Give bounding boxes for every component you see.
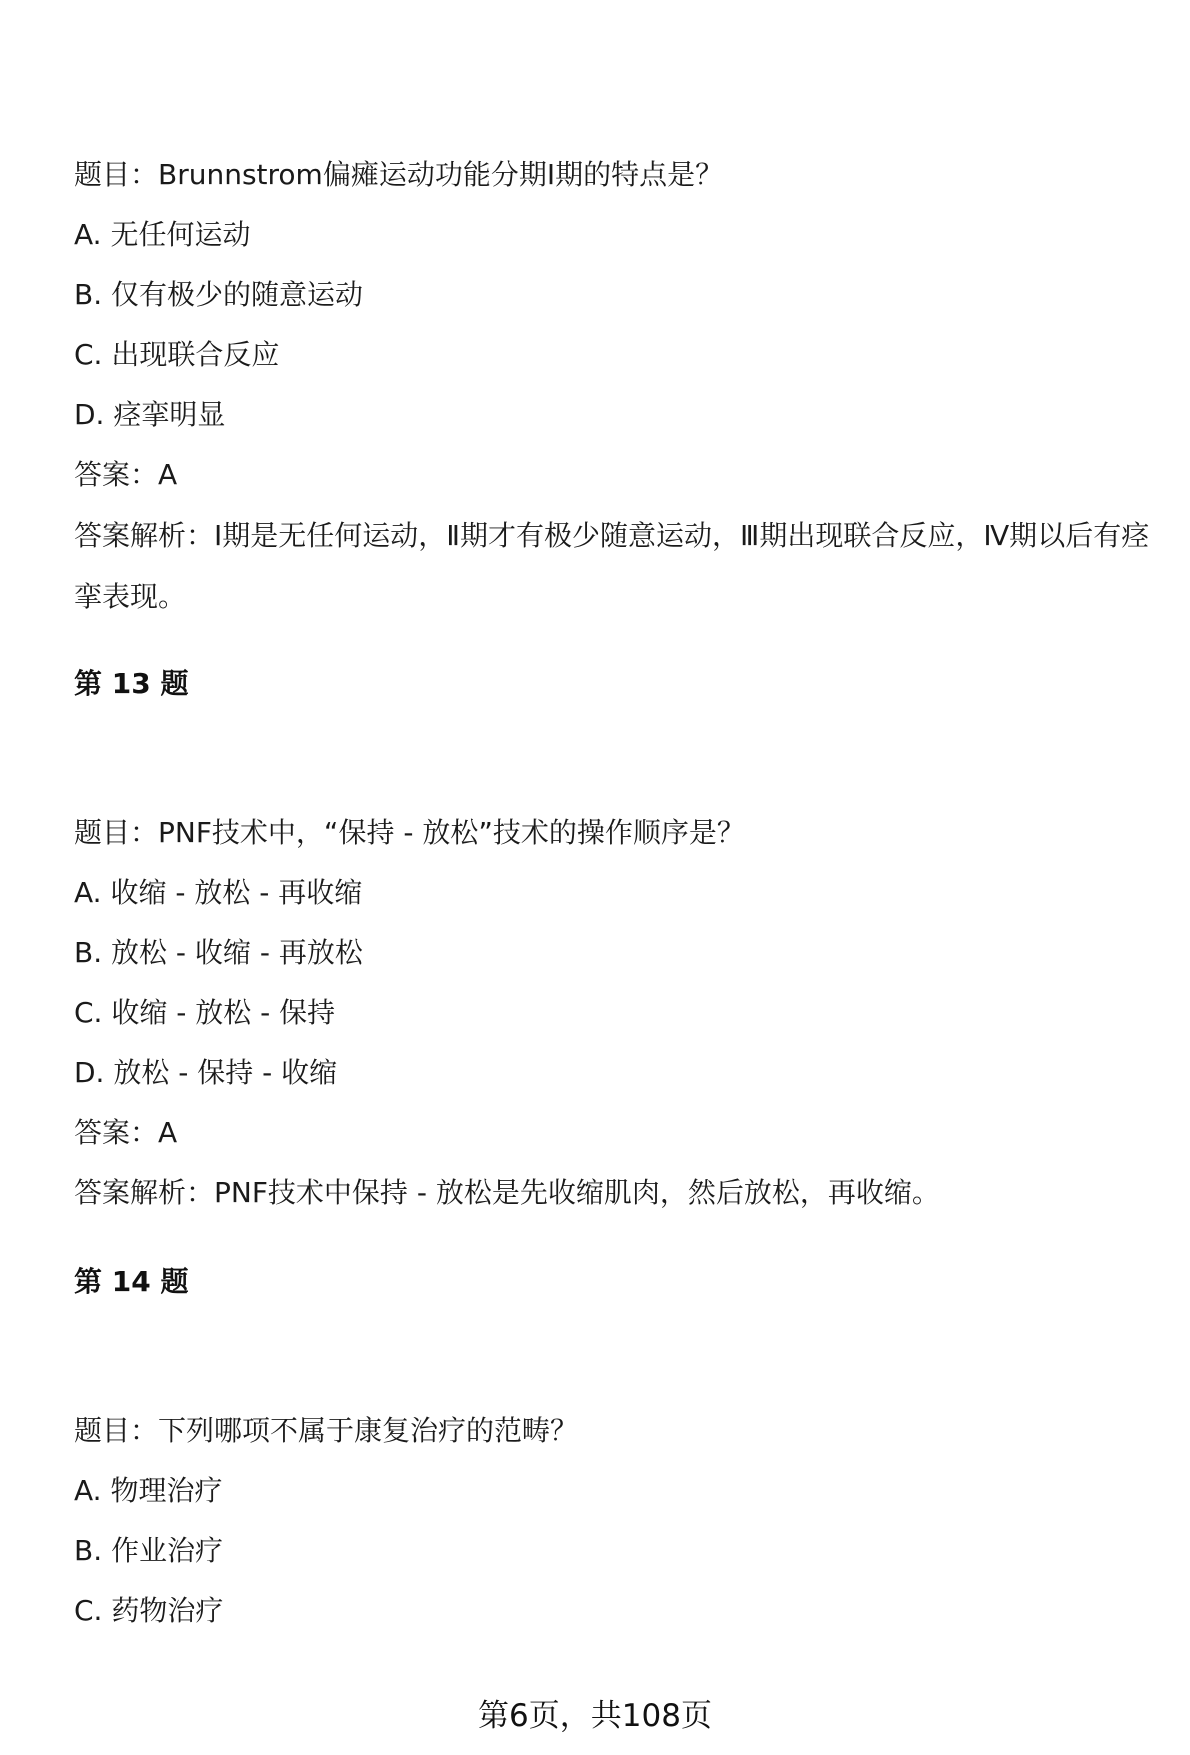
q12-explanation: 答案解析：Ⅰ期是无任何运动，Ⅱ期才有极少随意运动，Ⅲ期出现联合反应，Ⅳ期以后有痉挛表现。 <box>74 519 1150 613</box>
q12-option-a: A. 无任何运动 <box>74 218 251 251</box>
q14-option-c: C. 药物治疗 <box>74 1594 224 1627</box>
q13-option-c: C. 收缩 - 放松 - 保持 <box>74 996 336 1029</box>
q12-option-b: B. 仅有极少的随意运动 <box>74 278 364 311</box>
q12-option-d: D. 痉挛明显 <box>74 398 226 431</box>
q13-question: 题目：PNF技术中，“保持 - 放松”技术的操作顺序是？ <box>74 816 745 849</box>
q12-option-c: C. 出现联合反应 <box>74 338 280 371</box>
q13-explanation: 答案解析：PNF技术中保持 - 放松是先收缩肌肉，然后放松，再收缩。 <box>74 1176 940 1209</box>
q14-option-a: A. 物理治疗 <box>74 1474 223 1507</box>
q13-option-a: A. 收缩 - 放松 - 再收缩 <box>74 876 363 909</box>
q14-option-b: B. 作业治疗 <box>74 1534 224 1567</box>
q13-heading: 第 13 题 <box>74 667 189 700</box>
q14-heading: 第 14 题 <box>74 1265 189 1298</box>
page-number-footer: 第6页，共108页 <box>478 1698 712 1734</box>
q12-question: 题目：Brunnstrom偏瘫运动功能分期Ⅰ期的特点是？ <box>74 158 724 191</box>
q13-answer: 答案：A <box>74 1116 178 1149</box>
q12-answer: 答案：A <box>74 458 178 491</box>
q14-question: 题目：下列哪项不属于康复治疗的范畴？ <box>74 1414 579 1447</box>
q13-option-b: B. 放松 - 收缩 - 再放松 <box>74 936 363 969</box>
q13-option-d: D. 放松 - 保持 - 收缩 <box>74 1056 338 1089</box>
